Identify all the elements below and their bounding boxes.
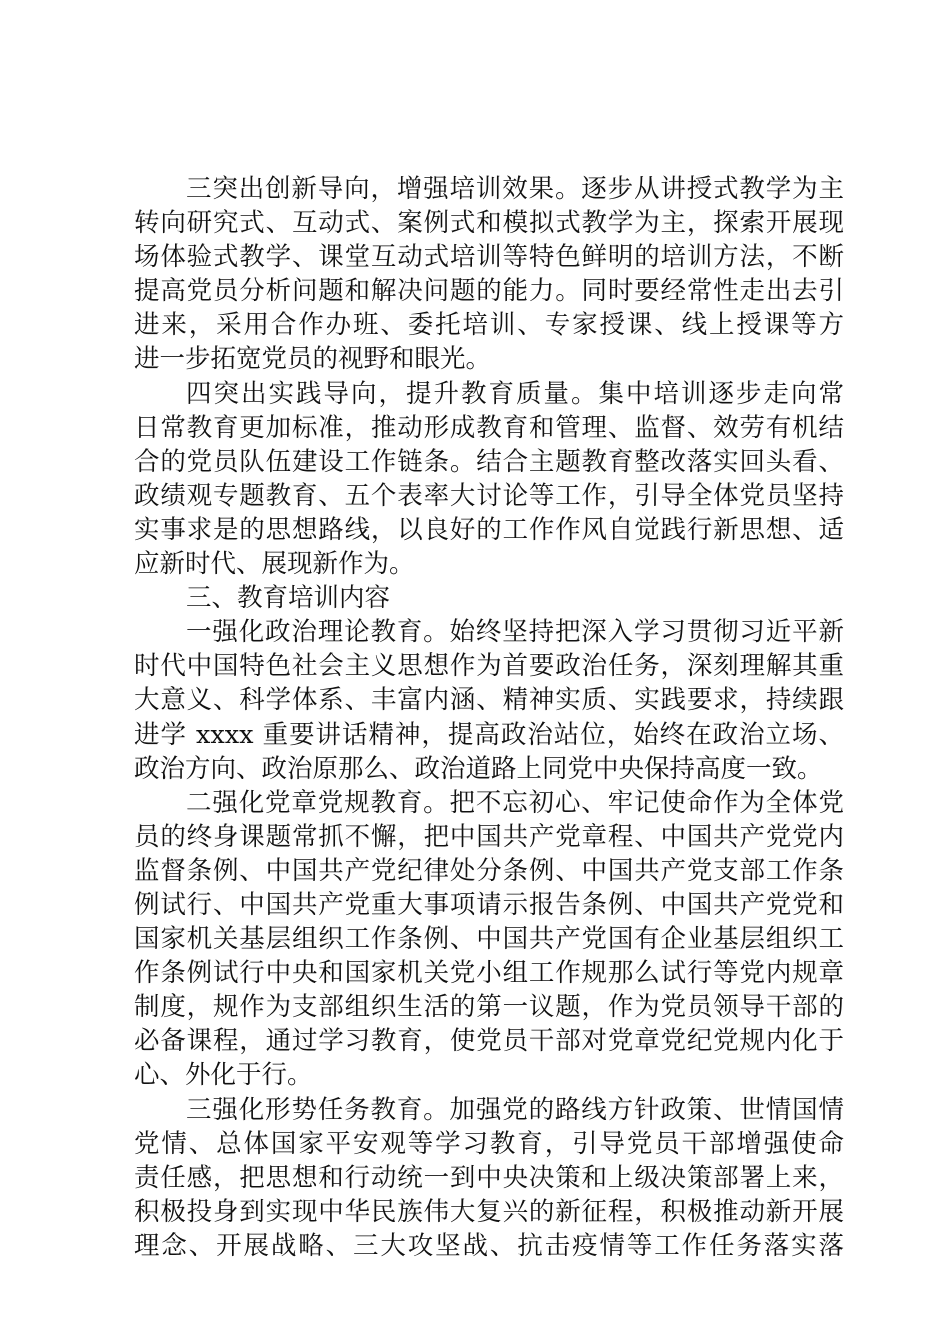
- paragraph-line: 合的党员队伍建设工作链条。结合主题教育整改落实回头看、: [134, 446, 844, 477]
- paragraph-line: 大意义、科学体系、丰富内涵、精神实质、实践要求，持续跟: [134, 685, 844, 716]
- paragraph-line: 作条例试行中央和国家机关党小组工作规那么试行等党内规章: [134, 958, 844, 989]
- paragraph-line: 理念、开展战略、三大攻坚战、抗击疫情等工作任务落实落: [134, 1230, 844, 1261]
- paragraph-line: 时代中国特色社会主义思想作为首要政治任务，深刻理解其重: [134, 651, 844, 682]
- paragraph-line: 进一步拓宽党员的视野和眼光。: [134, 344, 492, 375]
- paragraph-line: 三突出创新导向，增强培训效果。逐步从讲授式教学为主: [186, 174, 844, 204]
- document-body: [134, 172, 844, 1263]
- paragraph-line: 心、外化于行。: [134, 1060, 313, 1091]
- paragraph-line: 制度，规作为支部组织生活的第一议题，作为党员领导干部的: [134, 992, 844, 1023]
- section-heading: 三、教育培训内容: [186, 583, 391, 614]
- paragraph-line: 国家机关基层组织工作条例、中国共产党国有企业基层组织工: [134, 924, 844, 955]
- paragraph-line: 实事求是的思想路线，以良好的工作作风自觉践行新思想、适: [134, 514, 844, 545]
- paragraph-line: 进来，采用合作办班、委托培训、专家授课、线上授课等方: [134, 310, 844, 341]
- paragraph-line: 提高党员分析问题和解决问题的能力。同时要经常性走出去引: [134, 276, 844, 307]
- paragraph-line: 场体验式教学、课堂互动式培训等特色鲜明的培训方法，不断: [134, 242, 844, 273]
- paragraph-line: 例试行、中国共产党重大事项请示报告条例、中国共产党党和: [134, 889, 844, 920]
- paragraph-line: 二强化党章党规教育。把不忘初心、牢记使命作为全体党: [186, 787, 844, 818]
- paragraph-line: 必备课程，通过学习教育，使党员干部对党章党纪党规内化于: [134, 1026, 844, 1057]
- paragraph-line: 三强化形势任务教育。加强党的路线方针政策、世情国情: [186, 1094, 844, 1125]
- paragraph-line: 一强化政治理论教育。始终坚持把深入学习贯彻习近平新: [186, 617, 844, 648]
- paragraph-line: 进学 xxxx 重要讲话精神，提高政治站位，始终在政治立场、: [134, 719, 844, 750]
- paragraph-line: 应新时代、展现新作为。: [134, 549, 415, 580]
- paragraph-line: 政绩观专题教育、五个表率大讨论等工作，引导全体党员坚持: [134, 480, 844, 511]
- paragraph-line: 责任感，把思想和行动统一到中央决策和上级决策部署上来，: [134, 1162, 844, 1193]
- paragraph-line: 积极投身到实现中华民族伟大复兴的新征程，积极推动新开展: [134, 1196, 844, 1227]
- paragraph-line: 员的终身课题常抓不懈，把中国共产党章程、中国共产党党内: [134, 821, 844, 852]
- paragraph-line: 党情、总体国家平安观等学习教育，引导党员干部增强使命: [134, 1128, 844, 1159]
- paragraph-line: 四突出实践导向，提升教育质量。集中培训逐步走向常: [186, 378, 844, 409]
- paragraph-line: 日常教育更加标准，推动形成教育和管理、监督、效劳有机结: [134, 412, 844, 443]
- paragraph-line: 政治方向、政治原那么、政治道路上同党中央保持高度一致。: [134, 753, 823, 784]
- paragraph-line: 监督条例、中国共产党纪律处分条例、中国共产党支部工作条: [134, 855, 844, 886]
- paragraph-line: 转向研究式、互动式、案例式和模拟式教学为主，探索开展现: [134, 208, 844, 239]
